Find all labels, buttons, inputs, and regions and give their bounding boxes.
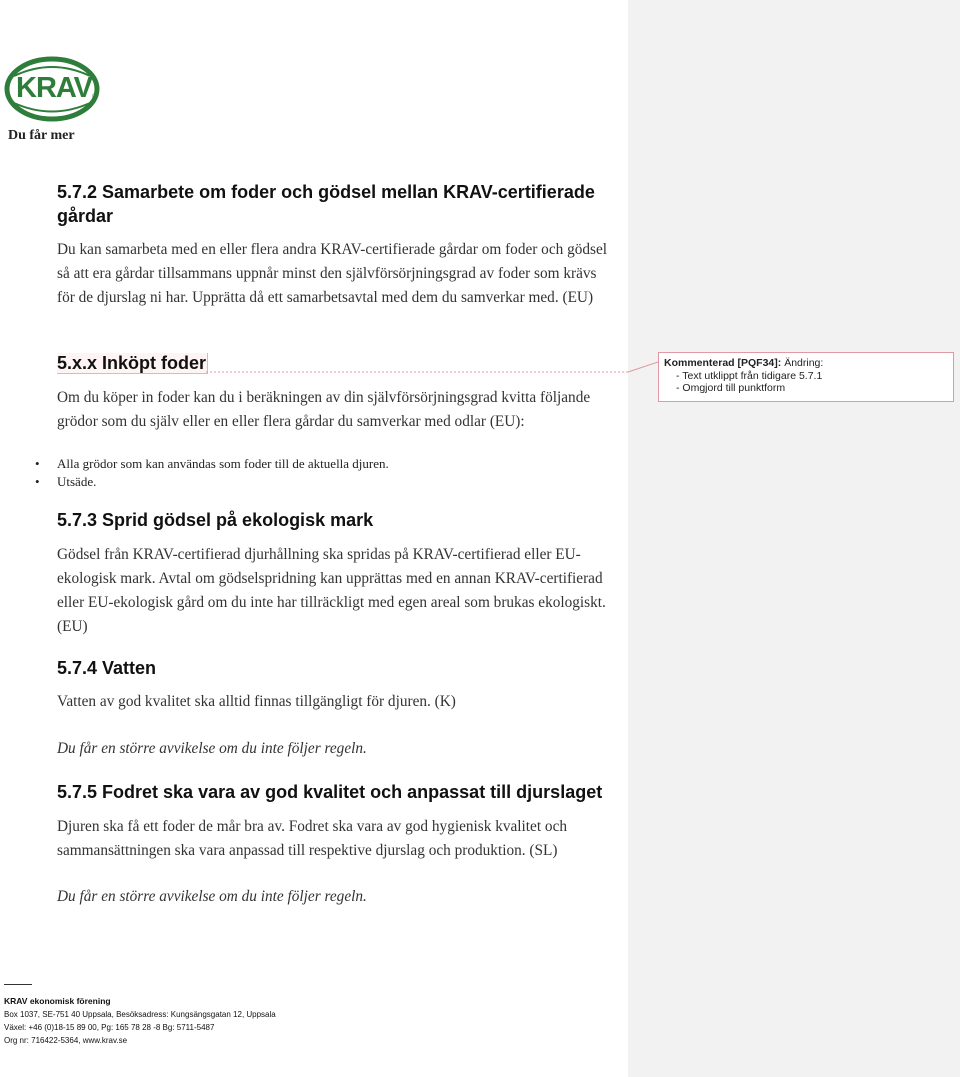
comment-type: Ändring: — [784, 357, 824, 369]
list-item: • Alla grödor som kan användas som foder till de aktuella djuren. — [57, 455, 389, 473]
heading-5-x-x-text[interactable]: 5.x.x Inköpt foder — [57, 353, 207, 373]
paragraph-5-7-2: Du kan samarbeta med en eller flera andra KRAV-certifierade gårdar om foder och gödsel så att era gårdar tillsammans uppnår minst den självförsörjningsgrad av foder som krävs för de djurslag ni har. Upprätta då ett samarbetsavtal med dem du samverkar med. (EU) — [57, 241, 608, 306]
bullet-list — [57, 455, 389, 491]
heading-5-7-3: 5.7.3 Sprid gödsel på ekologisk mark — [57, 510, 374, 530]
list-item: • Utsäde. — [57, 473, 389, 491]
paragraph-5-7-5: Djuren ska få ett foder de mår bra av. Fodret ska vara av god hygienisk kvalitet och sammansättningen ska vara anpassad till respektive djurslag och produktion. (SL) — [57, 818, 568, 859]
comment-balloon[interactable] — [658, 352, 954, 402]
paragraph-5-7-4: Vatten av god kvalitet ska alltid finnas tillgängligt för djuren. (K) — [57, 693, 456, 710]
footer — [4, 995, 276, 1047]
footer-orgnr: Org nr: 716422-5364, www.krav.se — [4, 1036, 128, 1045]
heading-5-x-x — [57, 351, 208, 375]
registered-mark: ® — [92, 92, 98, 101]
logo-tagline: Du får mer — [8, 128, 75, 143]
footer-address: Box 1037, SE-751 40 Uppsala, Besöksadress: Kungsängsgatan 12, Uppsala — [4, 1010, 276, 1019]
paragraph-5-7-3: Gödsel från KRAV-certifierad djurhållning ska spridas på KRAV-certifierad eller EU-ekologisk mark. Avtal om gödselspridning kan upprättas med en annan KRAV-certifierad eller EU-ekologisk gård om du inte har tillräckligt med egen areal som brukas ekologiskt. (EU) — [57, 546, 606, 635]
comment-margin-pane — [628, 0, 960, 1077]
heading-5-7-5: 5.7.5 Fodret ska vara av god kvalitet och anpassat till djurslaget — [57, 782, 603, 802]
footer-phone: Växel: +46 (0)18-15 89 00, Pg: 165 78 28 -8 Bg: 5711-5487 — [4, 1023, 215, 1032]
footer-divider — [4, 984, 32, 985]
deviation-note-5-7-5: Du får en större avvikelse om du inte följer regeln. — [57, 888, 367, 905]
heading-5-7-2: 5.7.2 Samarbete om foder och gödsel mellan KRAV-certifierade gårdar — [57, 182, 595, 226]
deviation-note-5-7-4: Du får en större avvikelse om du inte följer regeln. — [57, 740, 367, 757]
krav-logo-wordmark: KRAV — [16, 72, 93, 104]
comment-line: - Text utklippt från tidigare 5.7.1 — [676, 369, 823, 382]
krav-logo — [4, 56, 104, 146]
footer-org: KRAV ekonomisk förening — [4, 996, 111, 1006]
comment-header — [664, 357, 948, 370]
comment-line: - Omgjord till punktform — [676, 382, 786, 394]
heading-5-7-4: 5.7.4 Vatten — [57, 658, 157, 678]
paragraph-5-x-x: Om du köper in foder kan du i beräkningen av din självförsörjningsgrad kvitta följande grödor som du själv eller en eller flera gårdar du samverkar med odlar (EU): — [57, 389, 591, 430]
comment-label: Kommenterad [PQF34]: — [664, 357, 782, 369]
